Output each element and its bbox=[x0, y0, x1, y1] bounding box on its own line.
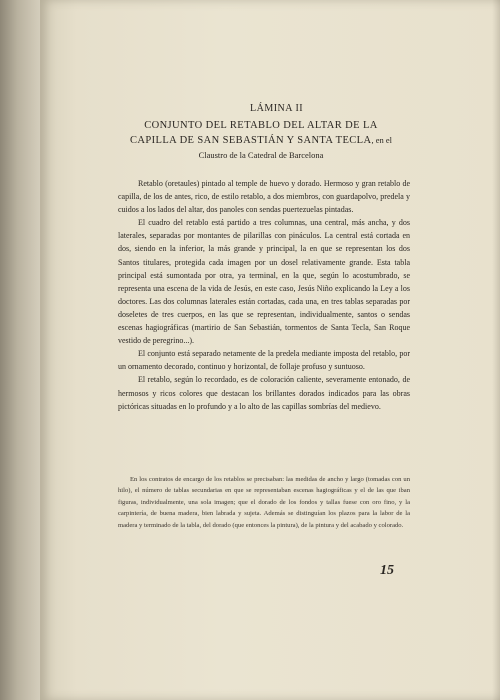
page-number: 15 bbox=[380, 563, 394, 578]
heading-title: CONJUNTO DEL RETABLO DEL ALTAR DE LA CAPILLA DE SAN SEBASTIÁN Y SANTA TECLA bbox=[129, 120, 378, 146]
footnote bbox=[118, 474, 410, 531]
paragraph: El cuadro del retablo está partido a tres columnas, una central, más ancha, y dos laterales, separadas por montantes de pilarillas con pináculos. La central está cortada en dos, siendo en la inferior, la más grande y principal, la en que se representan los dos Santos titulares, protegida cada imagen por un dosel relativamente grande. Esta tabla principal está sumontada por otra, ya terminal, en la que, según lo acostumbrado, se representa una escena de la vida de Jesús, en este caso, Jesús Niño explicando la Ley a los doctores. Las dos columnas laterales están cortadas, cada una, en tres tablas separadas por doseletes de tres cuerpos, en las que se representan, individualmente, santos o sendas escenas hagiográficas (martirio de San Sebastián, tormentos de Santa Tecla, San Roque vestido de peregrino...). bbox=[118, 218, 410, 346]
paragraph: El retablo, según lo recordado, es de coloración caliente, severamente entonado, de hermosos y ricos colores que destacan los brillantes dorados indicados para las obras pictóricas situadas en lo profundo y a lo alto de las capillas sombrías del medievo. bbox=[118, 375, 410, 411]
paragraph: El conjunto está separado netamente de la predela mediante imposta del retablo, por un ornamento decorado, continuo y horizontal, de follaje profuso y suntuoso. bbox=[118, 349, 410, 372]
page-heading bbox=[126, 119, 396, 163]
plate-label: LÁMINA II bbox=[250, 103, 304, 114]
page-edge-shadow bbox=[492, 0, 500, 700]
footnote-text: En los contratos de encargo de los retablos se precisaban: las medidas de ancho y largo (tomadas con un hilo), el número de tablas secundarias en que se representaban escenas hagiográficas y el de las que iban figuras, individualmente, una sola imagen; que el dorado de los fondos y tallas fuese con oro fino, y la carpintería, de buena madera, bien labrada y sujeta. Además se distinguían los plazos para la labor de la madera y terminado de la tabla, del dorado (que entonces la pintura), de la pintura y del acabado y colorado. bbox=[118, 476, 410, 529]
body-text bbox=[118, 177, 410, 413]
heading-subtitle: , en el Claustro de la Catedral de Barcelona bbox=[198, 135, 393, 160]
paragraph: Retablo (oretaules) pintado al temple de huevo y dorado. Hermoso y gran retablo de capilla, de los de antes, rico, de estilo retablo, a dos miembros, con guardapolvo, predela y cuidos a los lados del altar, dos panoles con sendas puertezuelas pintadas. bbox=[118, 179, 410, 215]
